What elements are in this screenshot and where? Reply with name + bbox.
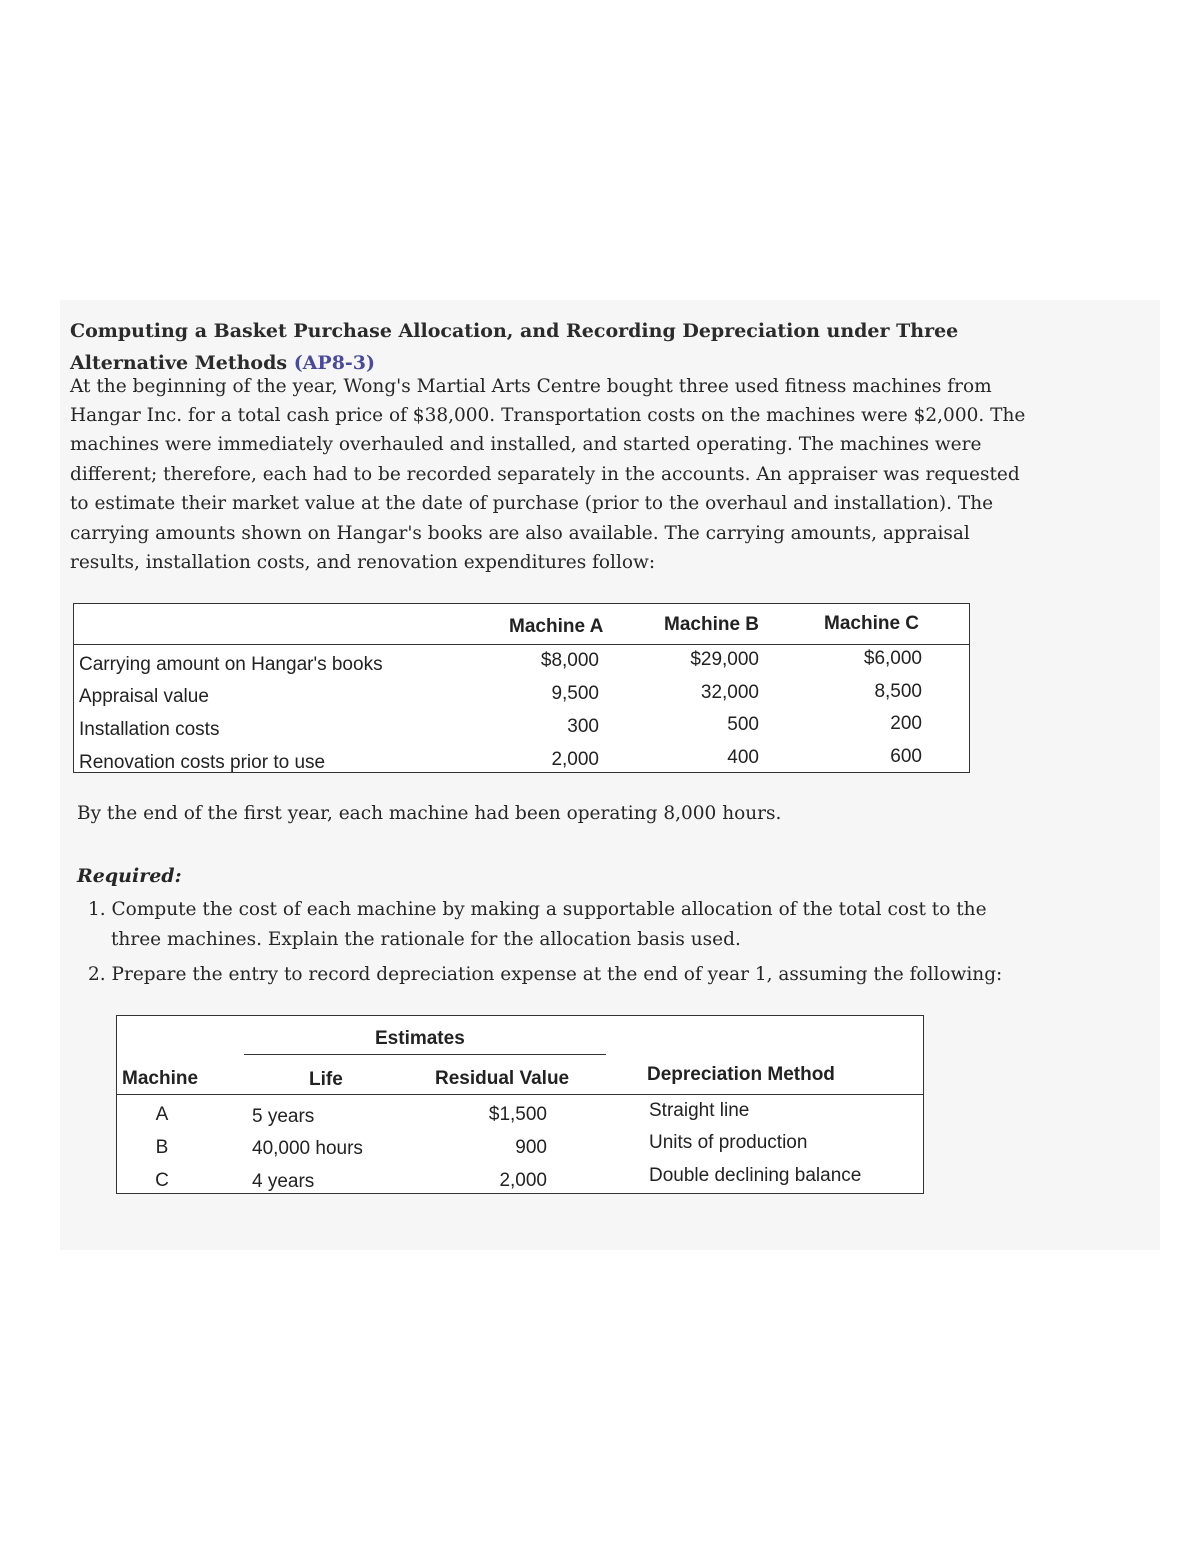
- header-divider: [74, 644, 969, 645]
- table-cell: $29,000: [690, 649, 759, 670]
- row-label: Renovation costs prior to use: [79, 752, 326, 773]
- requirement-1: 1. Compute the cost of each machine by making a supportable allocation of the total cost to the: [88, 899, 987, 920]
- method-cell: Straight line: [649, 1100, 750, 1121]
- intro-line: machines were immediately overhauled and installed, and started operating. The machines were: [70, 434, 982, 455]
- header-residual-value: Residual Value: [435, 1068, 570, 1089]
- intro-line: results, installation costs, and renovation expenditures follow:: [70, 552, 656, 573]
- life-cell: 5 years: [252, 1106, 315, 1127]
- estimates-underline: [244, 1054, 606, 1055]
- table-cell: 9,500: [551, 683, 599, 704]
- intro-line: At the beginning of the year, Wong's Martial Arts Centre bought three used fitness machines from: [70, 376, 992, 397]
- intro-line: Hangar Inc. for a total cash price of $38,000. Transportation costs on the machines were $2,000. The: [70, 405, 1026, 426]
- life-cell: 4 years: [252, 1171, 315, 1192]
- table-cell: 400: [727, 747, 759, 768]
- table-cell: $8,000: [540, 650, 599, 671]
- header-machine-b: Machine B: [664, 614, 760, 635]
- table-cell: 300: [567, 716, 599, 737]
- estimates-group-header: Estimates: [375, 1028, 465, 1049]
- intro-line: carrying amounts shown on Hangar's books are also available. The carrying amounts, appraisal: [70, 523, 970, 544]
- requirement-2: 2. Prepare the entry to record depreciation expense at the end of year 1, assuming the following:: [88, 964, 1003, 985]
- required-heading: Required:: [77, 865, 182, 887]
- row-label: Installation costs: [79, 719, 220, 740]
- header-machine-a: Machine A: [509, 616, 604, 637]
- row-label: Appraisal value: [79, 686, 209, 707]
- intro-line: different; therefore, each had to be recorded separately in the accounts. An appraiser was requested: [70, 464, 1020, 485]
- life-cell: 40,000 hours: [252, 1138, 363, 1159]
- problem-title-line2: [70, 352, 1130, 374]
- table-cell: 200: [890, 713, 922, 734]
- header-depreciation-method: Depreciation Method: [647, 1064, 835, 1085]
- residual-cell: $1,500: [488, 1104, 547, 1125]
- table-cell: 32,000: [700, 682, 759, 703]
- residual-cell: 2,000: [499, 1170, 547, 1191]
- table-cell: 8,500: [874, 681, 922, 702]
- problem-code: (AP8-3): [293, 352, 376, 374]
- method-cell: Double declining balance: [649, 1165, 862, 1186]
- estimates-table: [116, 1015, 924, 1194]
- intro-line: to estimate their market value at the date of purchase (prior to the overhaul and installation). The: [70, 493, 994, 514]
- header-machine-c: Machine C: [824, 613, 920, 634]
- problem-title-text: Alternative Methods: [70, 352, 288, 374]
- table-cell: 500: [727, 714, 759, 735]
- table-cell: 600: [890, 746, 922, 767]
- cost-data-table: [73, 603, 970, 773]
- header-machine: Machine: [122, 1068, 199, 1089]
- residual-cell: 900: [515, 1137, 547, 1158]
- operating-hours-note: By the end of the first year, each machine had been operating 8,000 hours.: [77, 803, 782, 824]
- requirement-1-continued: three machines. Explain the rationale for the allocation basis used.: [111, 929, 741, 950]
- method-cell: Units of production: [649, 1132, 808, 1153]
- machine-cell: A: [155, 1104, 169, 1125]
- header-divider: [117, 1094, 923, 1095]
- table-cell: $6,000: [863, 648, 922, 669]
- machine-cell: C: [155, 1170, 169, 1191]
- problem-title-line1: Computing a Basket Purchase Allocation, and Recording Depreciation under Three: [70, 320, 959, 342]
- header-life: Life: [309, 1069, 343, 1090]
- table-cell: 2,000: [551, 749, 599, 770]
- machine-cell: B: [155, 1137, 169, 1158]
- row-label: Carrying amount on Hangar's books: [79, 654, 383, 675]
